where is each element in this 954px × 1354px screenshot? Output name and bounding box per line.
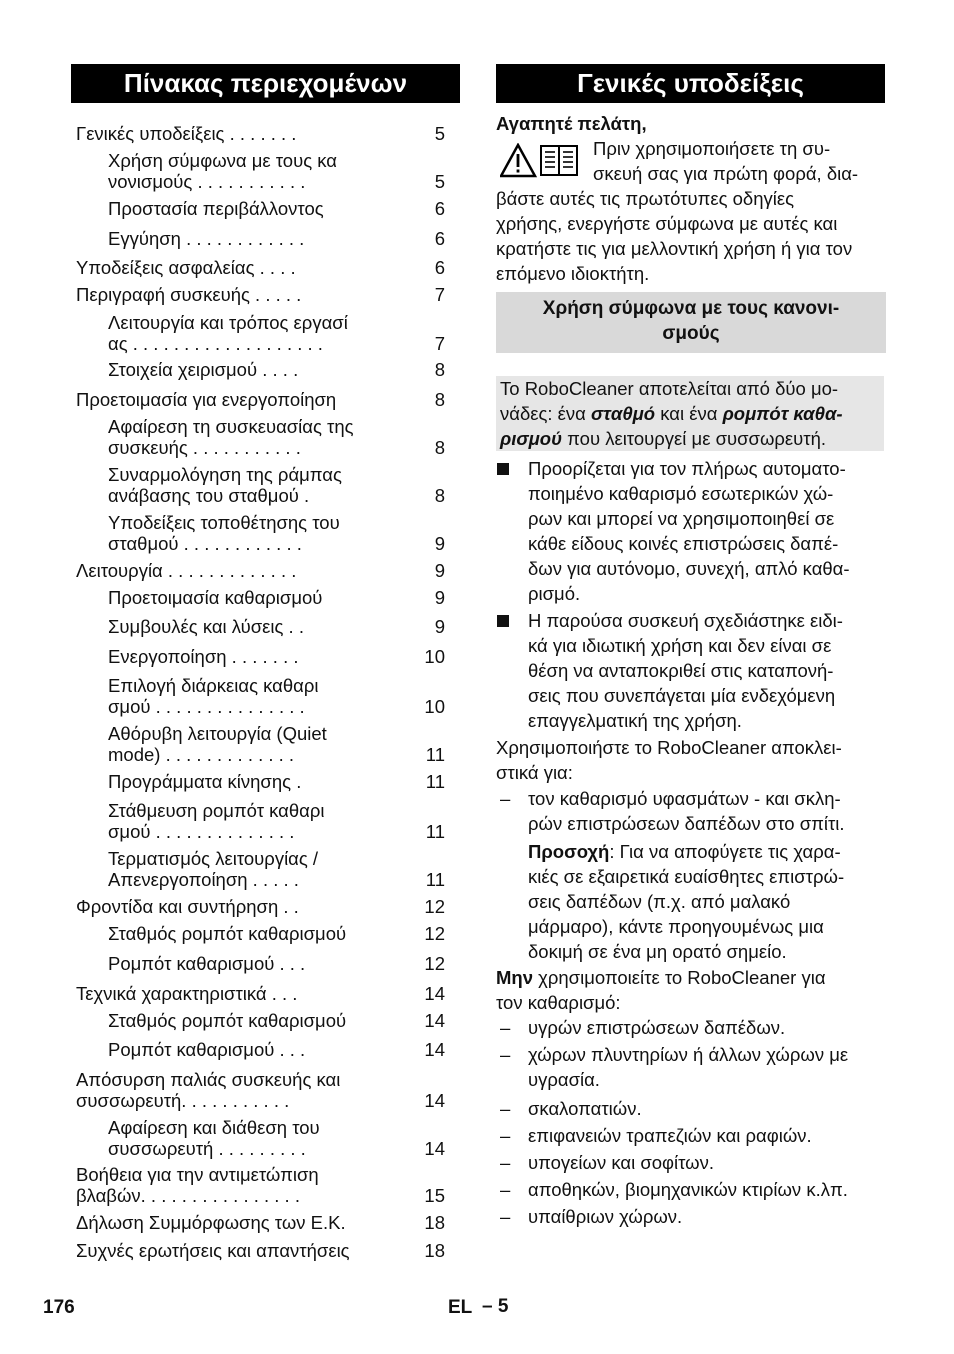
list-item: σκαλοπατιών. — [528, 1098, 642, 1119]
use-paragraph: Χρησιμοποιήστε το RoboCleaner αποκλει- στικά για: — [496, 737, 842, 783]
toc-entry-text: Εγγύηση . . . . . . . . . . . . — [108, 228, 305, 249]
list-item: χώρων πλυντηρίων ή άλλων χώρων με υγρασία. — [528, 1044, 849, 1090]
toc-entry-text: Τερματισμός λειτουργίας / — [108, 848, 319, 869]
toc-entry-text: Στάθμευση ρομπότ καθαρι — [108, 800, 325, 821]
dash-marker: – — [500, 1017, 511, 1038]
toc-entry-page: 8 — [434, 485, 445, 506]
dash-marker: – — [500, 788, 511, 809]
toc-entry-page: 9 — [434, 587, 445, 608]
toc-title: Πίνακας περιεχομένων — [71, 64, 460, 103]
toc-entry-page: 6 — [434, 198, 445, 219]
toc-entry-text: Σταθμός ρομπότ καθαρισμού — [108, 1010, 347, 1031]
toc-entry-text: Απενεργοποίηση . . . . . — [108, 869, 299, 890]
toc-entry-text: Στοιχεία χειρισμού . . . . — [108, 359, 299, 380]
use-item: τον καθαρισμό υφασμάτων - και σκλη- ρών επιστρώσεων δαπέδων στο σπίτι. — [528, 788, 845, 834]
toc-entry-text: Αφαίρεση τη συσκευασίας της — [108, 416, 354, 437]
toc-entry-page: 5 — [434, 123, 445, 144]
dash-marker: – — [500, 1044, 511, 1065]
intro-paragraph: Πριν χρησιμοποιήσετε τη συ- σκευή σας για πρώτη φορά, δια- βάστε αυτές τις πρωτότυπες οδηγίες χρήσης, ενεργήστε σύμφωνα με αυτές και κρατήστε τις για μελλοντική χρήση ή για τον επόμενο ιδιοκτήτη. — [496, 138, 859, 284]
language-code: EL — [448, 1297, 473, 1318]
toc-entry-text: Συχνές ερωτήσεις και απαντήσεις — [76, 1240, 350, 1261]
toc-entry-text: Αφαίρεση και διάθεση του — [108, 1117, 320, 1138]
toc-entry-text: Φροντίδα και συντήρηση . . — [76, 896, 299, 917]
toc-entry-page: 10 — [424, 646, 445, 667]
toc-entry-text: βλαβών. . . . . . . . . . . . . . . . — [76, 1185, 300, 1206]
toc-entry-text: Συμβουλές και λύσεις . . — [108, 616, 304, 637]
toc-entry-text: Λειτουργία . . . . . . . . . . . . . — [76, 560, 297, 581]
toc-entry-text: Προετοιμασία καθαρισμού — [108, 587, 323, 608]
toc-entry-page: 6 — [434, 228, 445, 249]
toc-entry-text: Συναρμολόγηση της ράμπας — [108, 464, 342, 485]
toc-entry-text: mode) . . . . . . . . . . . . . — [108, 744, 295, 765]
toc-entry-page: 12 — [424, 923, 445, 944]
toc-entry-text: Ρομπότ καθαρισμού . . . — [108, 1039, 306, 1060]
toc-entry-text: σμού . . . . . . . . . . . . . . — [108, 821, 295, 842]
toc-entry-page: 9 — [434, 616, 445, 637]
toc-entry-text: Σταθμός ρομπότ καθαρισμού — [108, 923, 347, 944]
bullet-square — [497, 463, 509, 475]
toc-entry-page: 10 — [424, 696, 445, 717]
toc-entry-text: συσσωρευτή . . . . . . . . . — [108, 1138, 306, 1159]
toc-entry-text: σταθμού . . . . . . . . . . . . — [108, 533, 302, 554]
toc-entry-page: 11 — [425, 869, 445, 890]
toc-entry-text: Τεχνικά χαρακτηριστικά . . . — [76, 983, 298, 1004]
toc-entry-page: 8 — [434, 437, 445, 458]
toc-entry-text: Λειτουργία και τρόπος εργασί — [108, 312, 348, 333]
toc-entry-page: 14 — [424, 1039, 445, 1060]
list-item: επιφανειών τραπεζιών και ραφιών. — [528, 1125, 812, 1146]
toc-entry-page: 14 — [424, 1090, 445, 1111]
dash-marker: – — [500, 1098, 511, 1119]
dash-marker: – — [500, 1125, 511, 1146]
section-title-general: Γενικές υποδείξεις — [496, 64, 885, 103]
toc-entry-text: Γενικές υποδείξεις . . . . . . . — [76, 123, 297, 144]
toc-entry-text: Υποδείξεις ασφαλείας . . . . — [76, 257, 296, 278]
list-item: υγρών επιστρώσεων δαπέδων. — [528, 1017, 786, 1038]
toc-entry-page: 7 — [434, 333, 445, 354]
toc-entry-text: Αθόρυβη λειτουργία (Quiet — [108, 723, 327, 744]
toc-entry-page: 12 — [424, 953, 445, 974]
toc-entry-page: 6 — [434, 257, 445, 278]
toc-entry-page: 14 — [424, 1010, 445, 1031]
dash-marker: – — [500, 1206, 511, 1227]
toc-entry-page: 15 — [424, 1185, 445, 1206]
page-number: 176 — [43, 1297, 75, 1318]
bullet-paragraph-2: Η παρούσα συσκευή σχεδιάστηκε ειδι- κά για ιδιωτική χρήση και δεν είναι σε θέση να ανταποκριθεί στις καταπονή- σεις που συνεπάγεται μία ενδεχόμενη επαγγελματική της χρήση. — [528, 610, 843, 731]
toc-entry-page: 14 — [424, 1138, 445, 1159]
toc-entry-page: 9 — [434, 533, 445, 554]
list-item: υπογείων και σοφίτων. — [528, 1152, 715, 1173]
toc-entry-text: Δήλωση Συμμόρφωσης των Ε.Κ. — [76, 1212, 346, 1233]
toc-entry-text: συσκευής . . . . . . . . . . . — [108, 437, 301, 458]
dash-marker: – — [500, 1152, 511, 1173]
toc-entry-page: 8 — [434, 359, 445, 380]
toc-entry-text: Επιλογή διάρκειας καθαρι — [108, 675, 319, 696]
toc-entry-page: 8 — [434, 389, 445, 410]
info-box: Το RoboCleaner αποτελείται από δύο μο- νάδες: ένα σταθμό και ένα ρομπότ καθα- ρισμού που λειτουργεί με συσσωρευτή. — [496, 376, 884, 451]
toc-entry-text: νονισμούς . . . . . . . . . . . — [108, 171, 306, 192]
toc-entry-page: 5 — [434, 171, 445, 192]
toc-entry-text: συσσωρευτή. . . . . . . . . . . — [76, 1090, 290, 1111]
toc-entry-text: Χρήση σύμφωνα με τους κα — [108, 150, 337, 171]
toc-entry-text: Απόσυρση παλιάς συσκευής και — [76, 1069, 341, 1090]
bullet-paragraph-1: Προορίζεται για τον πλήρως αυτοματο- ποιημένο καθαρισμό εσωτερικών χώ- ρων και μπορεί να χρησιμοποιηθεί σε κάθε είδους κοινές επιστρώσεις δαπέ- δων για αυτόνομο, συνεχή, απλό καθα- ρισμό. — [528, 458, 850, 604]
sub-page-number: – 5 — [482, 1296, 509, 1317]
toc-entry-text: ανάβασης του σταθμού . — [108, 485, 310, 506]
toc-entry-page: 18 — [424, 1212, 445, 1233]
list-item: αποθηκών, βιομηχανικών κτιρίων κ.λπ. — [528, 1179, 848, 1200]
toc-entry-page: 12 — [424, 896, 445, 917]
subsection-title-intended-use: Χρήση σύμφωνα με τους κανονι- σμούς — [496, 292, 886, 353]
toc-entry-text: σμού . . . . . . . . . . . . . . . — [108, 696, 305, 717]
toc-entry-text: Περιγραφή συσκευής . . . . . — [76, 284, 302, 305]
dash-marker: – — [500, 1179, 511, 1200]
bullet-square — [497, 615, 509, 627]
toc-entry-text: Προγράμματα κίνησης . — [108, 771, 302, 792]
toc-entry-text: Βοήθεια για την αντιμετώπιση — [76, 1164, 319, 1185]
not-use-paragraph: Μην χρησιμοποιείτε το RoboCleaner για τον καθαρισμό: — [496, 967, 826, 1013]
toc-entry-page: 18 — [424, 1240, 445, 1261]
toc-entry-text: ας . . . . . . . . . . . . . . . . . . . — [108, 333, 323, 354]
toc-entry-text: Προετοιμασία για ενεργοποίηση — [76, 389, 337, 410]
greeting: Αγαπητέ πελάτη, — [496, 113, 647, 134]
toc-entry-text: Ενεργοποίηση . . . . . . . — [108, 646, 299, 667]
list-item: υπαίθριων χώρων. — [528, 1206, 683, 1227]
toc-entry-text: Υποδείξεις τοποθέτησης του — [108, 512, 340, 533]
toc-entry-page: 11 — [425, 771, 445, 792]
caution-note: Προσοχή: Για να αποφύγετε τις χαρα- κιές σε εξαιρετικά ευαίσθητες επιστρώ- σεις δαπέδων (π.χ. από μαλακό μάρμαρο), κάντε προηγουμένως μια δοκιμή σε ένα μη ορατό σημείο. — [528, 841, 845, 962]
toc-entry-text: Ρομπότ καθαρισμού . . . — [108, 953, 306, 974]
toc-entry-page: 9 — [434, 560, 445, 581]
toc-entry-page: 11 — [425, 821, 445, 842]
toc-entry-page: 14 — [424, 983, 445, 1004]
toc-entry-page: 11 — [425, 744, 445, 765]
toc-entry-page: 7 — [434, 284, 445, 305]
toc-entry-text: Προστασία περιβάλλοντος — [108, 198, 324, 219]
